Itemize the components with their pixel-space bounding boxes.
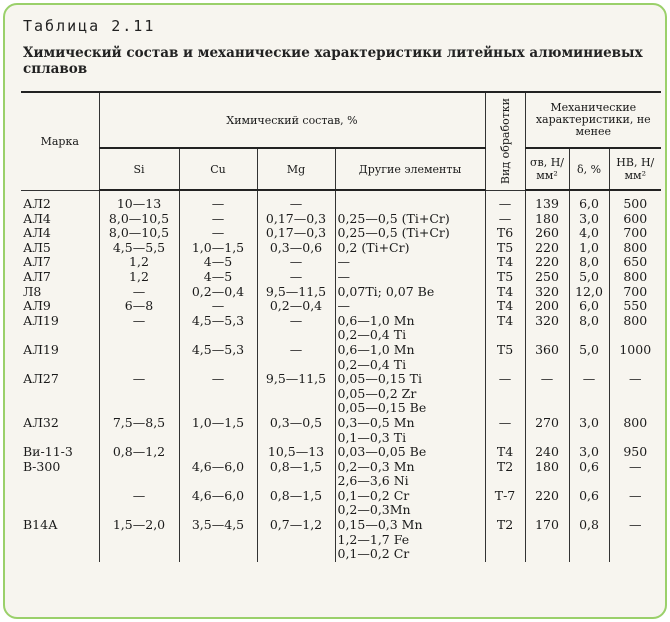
other-element-line: 0,05—0,2 Zr (337, 385, 417, 401)
header-delta: δ, % (569, 148, 609, 190)
cell-mg: 0,3—0,6 (257, 241, 335, 256)
cell-delta: 3,0 (569, 212, 609, 227)
cell-delta: 5,0 (569, 270, 609, 285)
cell-sigma: 139 (525, 197, 569, 212)
table-row (21, 416, 661, 445)
cell-sigma: 260 (525, 226, 569, 241)
cell-hb: 650 (609, 255, 661, 270)
cell-grade: АЛ19 (21, 343, 99, 372)
cell-other (335, 460, 485, 489)
cell-other (335, 489, 485, 518)
table-row (21, 197, 661, 212)
cell-grade: АЛ4 (21, 226, 99, 241)
cell-cu: 1,0—1,5 (179, 416, 257, 445)
cell-treatment: Т4 (485, 255, 525, 270)
cell-mg: — (257, 270, 335, 285)
cell-treatment: Т6 (485, 226, 525, 241)
cell-mg: — (257, 314, 335, 343)
cell-treatment: Т-7 (485, 489, 525, 518)
cell-mg: 10,5—13 (257, 445, 335, 460)
cell-grade: Л8 (21, 285, 99, 300)
header-mech: Механические характеристики, не менее (525, 92, 661, 148)
cell-delta: 0,6 (569, 460, 609, 489)
cell-sigma: 320 (525, 285, 569, 300)
cell-sigma: 250 (525, 270, 569, 285)
cell-cu: 3,5—4,5 (179, 518, 257, 562)
cell-other (335, 314, 485, 343)
cell-cu: 4,6—6,0 (179, 489, 257, 518)
cell-hb: 1000 (609, 343, 661, 372)
cell-delta: — (569, 372, 609, 416)
other-element-line: 2,6—3,6 Ni (337, 473, 409, 489)
cell-cu: — (179, 299, 257, 314)
cell-mg: 0,8—1,5 (257, 460, 335, 489)
cell-other (335, 343, 485, 372)
cell-si: 1,5—2,0 (99, 518, 179, 562)
other-element-line: 0,2—0,4 Ti (337, 356, 407, 372)
cell-sigma: 270 (525, 416, 569, 445)
other-element-line: 0,15—0,3 Mn (337, 517, 423, 533)
table-row (21, 241, 661, 256)
table-row (21, 255, 661, 270)
header-treatment-label: Вид обработки (498, 98, 512, 185)
other-element-line: 0,2—0,3Mn (337, 502, 411, 518)
page-frame (3, 3, 667, 619)
cell-sigma: 170 (525, 518, 569, 562)
table-title: Химический состав и механические характеристики литейных алюминиевых сплавов (23, 45, 643, 77)
cell-si: 10—13 (99, 197, 179, 212)
cell-grade: АЛ7 (21, 270, 99, 285)
cell-treatment: — (485, 197, 525, 212)
header-cu: Cu (179, 148, 257, 190)
cell-hb: 700 (609, 285, 661, 300)
header-si: Si (99, 148, 179, 190)
cell-other (335, 197, 485, 212)
cell-treatment: Т4 (485, 299, 525, 314)
cell-cu: — (179, 372, 257, 416)
other-element-line: 0,6—1,0 Mn (337, 341, 415, 357)
cell-delta: 8,0 (569, 314, 609, 343)
alloy-table (21, 91, 661, 562)
cell-grade: АЛ2 (21, 197, 99, 212)
cell-sigma: 180 (525, 460, 569, 489)
cell-treatment: Т4 (485, 285, 525, 300)
other-element-line: 0,2—0,4 Ti (337, 327, 407, 343)
other-element-line: 0,25—0,5 (Ti+Cr) (337, 225, 450, 241)
cell-cu: — (179, 226, 257, 241)
cell-cu: 4—5 (179, 270, 257, 285)
cell-delta: 3,0 (569, 445, 609, 460)
other-element-line: 0,3—0,5 Mn (337, 414, 415, 430)
cell-other (335, 372, 485, 416)
cell-hb: 800 (609, 241, 661, 256)
cell-sigma: 360 (525, 343, 569, 372)
cell-treatment: Т5 (485, 343, 525, 372)
cell-other (335, 212, 485, 227)
cell-mg: 0,3—0,5 (257, 416, 335, 445)
header-sigma: σв, Н/мм² (525, 148, 569, 190)
cell-hb: 800 (609, 270, 661, 285)
table-row (21, 285, 661, 300)
cell-sigma: 220 (525, 241, 569, 256)
cell-si: — (99, 489, 179, 518)
other-element-line: 0,2—0,3 Mn (337, 458, 415, 474)
cell-grade: АЛ19 (21, 314, 99, 343)
other-element-line: 0,2 (Ti+Cr) (337, 239, 410, 255)
table-body (21, 190, 661, 562)
cell-cu: 0,2—0,4 (179, 285, 257, 300)
cell-cu: — (179, 197, 257, 212)
cell-other (335, 270, 485, 285)
header-other: Другие элементы (335, 148, 485, 190)
cell-treatment: Т5 (485, 241, 525, 256)
cell-grade: АЛ7 (21, 255, 99, 270)
cell-grade (21, 489, 99, 518)
cell-hb: 500 (609, 197, 661, 212)
table-row (21, 212, 661, 227)
other-element-line: — (337, 298, 350, 314)
cell-hb: 800 (609, 416, 661, 445)
cell-si: 4,5—5,5 (99, 241, 179, 256)
header-mg: Mg (257, 148, 335, 190)
cell-cu: 4,5—5,3 (179, 314, 257, 343)
header-chem: Химический состав, % (99, 92, 485, 148)
other-element-line: — (337, 254, 350, 270)
cell-other (335, 445, 485, 460)
table-row (21, 460, 661, 489)
cell-si: — (99, 372, 179, 416)
cell-si: 6—8 (99, 299, 179, 314)
cell-treatment: Т5 (485, 270, 525, 285)
cell-si (99, 460, 179, 489)
cell-delta: 6,0 (569, 299, 609, 314)
cell-hb: — (609, 372, 661, 416)
other-element-line: 0,05—0,15 Be (337, 400, 427, 416)
table-row (21, 226, 661, 241)
cell-sigma: 220 (525, 489, 569, 518)
cell-si: — (99, 285, 179, 300)
other-element-line: 0,07Ti; 0,07 Be (337, 283, 435, 299)
cell-si: 7,5—8,5 (99, 416, 179, 445)
cell-treatment: — (485, 212, 525, 227)
cell-mg: 9,5—11,5 (257, 372, 335, 416)
table-row (21, 343, 661, 372)
cell-other (335, 241, 485, 256)
cell-other (335, 299, 485, 314)
cell-si (99, 343, 179, 372)
cell-grade: В-300 (21, 460, 99, 489)
cell-mg: — (257, 255, 335, 270)
cell-si: 1,2 (99, 270, 179, 285)
header-grade: Марка (21, 92, 99, 190)
cell-mg: — (257, 197, 335, 212)
cell-cu: 1,0—1,5 (179, 241, 257, 256)
table-row (21, 445, 661, 460)
cell-sigma: 320 (525, 314, 569, 343)
other-element-line: 0,1—0,2 Cr (337, 546, 410, 562)
cell-other (335, 416, 485, 445)
cell-delta: 8,0 (569, 255, 609, 270)
other-element-line: 0,05—0,15 Ti (337, 371, 422, 387)
cell-sigma: 240 (525, 445, 569, 460)
cell-grade: Ви-11-3 (21, 445, 99, 460)
header-hb: HB, Н/мм² (609, 148, 661, 190)
table-row (21, 489, 661, 518)
cell-mg: 0,17—0,3 (257, 226, 335, 241)
table-row (21, 299, 661, 314)
cell-treatment: Т2 (485, 460, 525, 489)
table-row (21, 518, 661, 562)
cell-cu (179, 445, 257, 460)
cell-sigma: 200 (525, 299, 569, 314)
cell-delta: 4,0 (569, 226, 609, 241)
cell-sigma: — (525, 372, 569, 416)
cell-cu: — (179, 212, 257, 227)
table-row (21, 372, 661, 416)
cell-hb: — (609, 518, 661, 562)
other-element-line: 1,2—1,7 Fe (337, 531, 410, 547)
cell-hb: 800 (609, 314, 661, 343)
cell-mg: — (257, 343, 335, 372)
cell-treatment: — (485, 372, 525, 416)
cell-delta: 3,0 (569, 416, 609, 445)
cell-sigma: 180 (525, 212, 569, 227)
cell-sigma: 220 (525, 255, 569, 270)
cell-grade: В14А (21, 518, 99, 562)
cell-mg: 0,2—0,4 (257, 299, 335, 314)
cell-si: 1,2 (99, 255, 179, 270)
cell-other (335, 255, 485, 270)
other-element-line: 0,1—0,3 Ti (337, 429, 407, 445)
cell-cu: 4—5 (179, 255, 257, 270)
cell-hb: — (609, 489, 661, 518)
cell-treatment: Т4 (485, 314, 525, 343)
cell-si: 8,0—10,5 (99, 226, 179, 241)
cell-delta: 0,6 (569, 489, 609, 518)
cell-delta: 0,8 (569, 518, 609, 562)
cell-treatment: Т2 (485, 518, 525, 562)
cell-grade: АЛ27 (21, 372, 99, 416)
cell-grade: АЛ4 (21, 212, 99, 227)
cell-delta: 12,0 (569, 285, 609, 300)
cell-mg: 0,17—0,3 (257, 212, 335, 227)
other-element-line: 0,6—1,0 Mn (337, 312, 415, 328)
cell-cu: 4,6—6,0 (179, 460, 257, 489)
cell-grade: АЛ5 (21, 241, 99, 256)
cell-treatment: Т4 (485, 445, 525, 460)
cell-mg: 0,8—1,5 (257, 489, 335, 518)
cell-delta: 6,0 (569, 197, 609, 212)
cell-mg: 0,7—1,2 (257, 518, 335, 562)
cell-mg: 9,5—11,5 (257, 285, 335, 300)
cell-si: 0,8—1,2 (99, 445, 179, 460)
cell-grade: АЛ32 (21, 416, 99, 445)
cell-grade: АЛ9 (21, 299, 99, 314)
cell-delta: 1,0 (569, 241, 609, 256)
other-element-line: — (337, 268, 350, 284)
cell-delta: 5,0 (569, 343, 609, 372)
cell-hb: — (609, 460, 661, 489)
header-treatment (485, 92, 525, 190)
cell-hb: 600 (609, 212, 661, 227)
cell-other (335, 518, 485, 562)
cell-treatment: — (485, 416, 525, 445)
cell-hb: 700 (609, 226, 661, 241)
cell-other (335, 285, 485, 300)
other-element-line: 0,25—0,5 (Ti+Cr) (337, 210, 450, 226)
cell-other (335, 226, 485, 241)
table-row (21, 270, 661, 285)
other-element-line: 0,1—0,2 Cr (337, 487, 410, 503)
table-row (21, 314, 661, 343)
cell-hb: 550 (609, 299, 661, 314)
other-element-line: 0,03—0,05 Be (337, 444, 427, 460)
table-caption: Таблица 2.11 (23, 17, 156, 35)
cell-si: — (99, 314, 179, 343)
cell-cu: 4,5—5,3 (179, 343, 257, 372)
cell-si: 8,0—10,5 (99, 212, 179, 227)
cell-hb: 950 (609, 445, 661, 460)
